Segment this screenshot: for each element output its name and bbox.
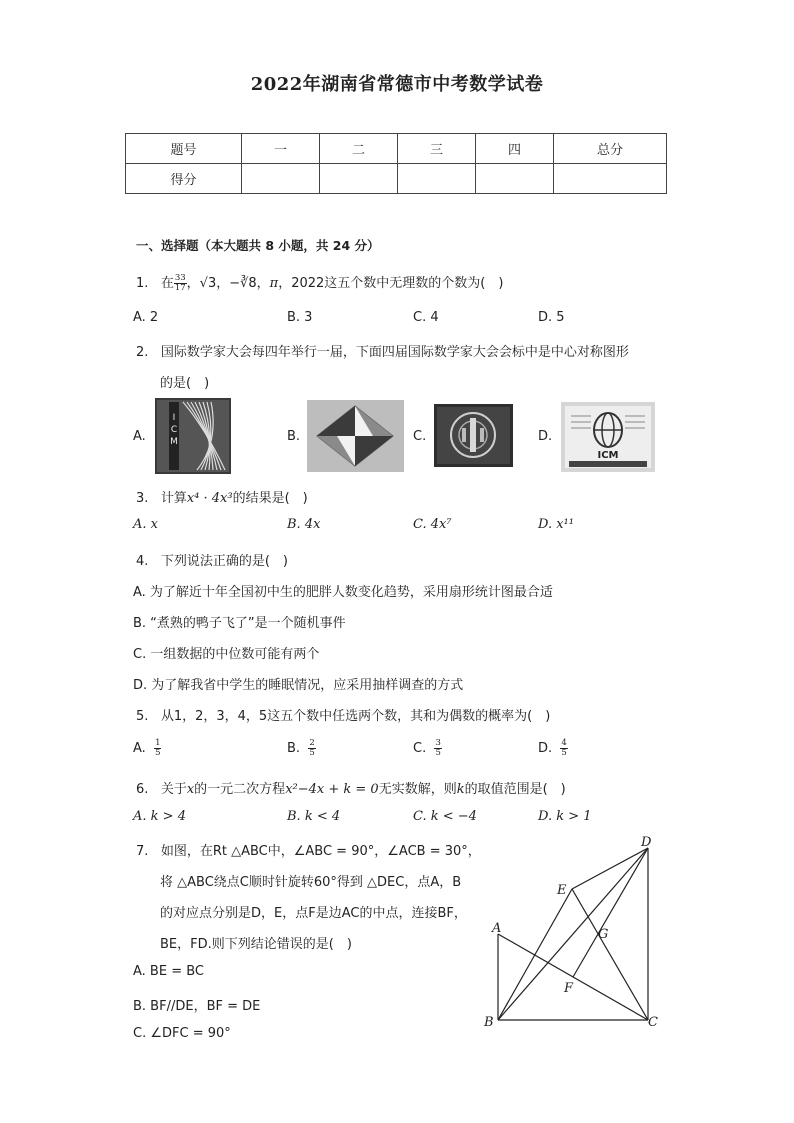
question-text: 在 (160, 276, 174, 291)
option-b[interactable]: B. BF//DE，BF = DE (133, 999, 261, 1014)
point-label-d: D (641, 835, 652, 850)
segment-ec (572, 889, 648, 1020)
fraction (434, 739, 441, 758)
option-a[interactable]: A. x (133, 517, 158, 532)
score-cell[interactable] (242, 164, 320, 194)
point-label-a: A (492, 921, 502, 936)
option-b[interactable]: B. “煮熟的鸭子飞了”是一个随机事件 (133, 616, 346, 631)
option-c[interactable] (413, 739, 442, 758)
page-title: 2022年湖南省常德市中考数学试卷 (250, 74, 544, 95)
question-number: 3. (136, 491, 149, 506)
question-text: 的是( ) (160, 376, 210, 391)
question-text: ，√3，−∛8， (186, 276, 270, 291)
question-text: 下列说法正确的是( ) (160, 554, 288, 569)
question-3 (136, 487, 308, 506)
score-cell[interactable] (398, 164, 476, 194)
denominator: 5 (561, 748, 567, 758)
option-a[interactable]: A. (133, 429, 146, 444)
score-cell[interactable] (554, 164, 667, 194)
denominator: 5 (435, 748, 441, 758)
question-5 (136, 705, 550, 724)
question-number: 5. (136, 709, 149, 724)
question-text: 的取值范围是( ) (464, 782, 566, 797)
table-cell: 四 (476, 134, 554, 164)
option-b[interactable]: B. 3 (287, 310, 313, 325)
icm-logo-b-image[interactable] (307, 400, 404, 472)
table-cell: 二 (320, 134, 398, 164)
svg-text:M: M (170, 437, 178, 447)
option-d[interactable]: D. (538, 429, 553, 444)
table-cell: 三 (398, 134, 476, 164)
question-text: BE，FD.则下列结论错误的是( ) (160, 937, 352, 952)
question-text: 关于 (160, 782, 187, 797)
table-cell: 总分 (554, 134, 667, 164)
question-text: 将 △ABC绕点C顺时针旋转60°得到 △DEC，点A，B (160, 875, 462, 890)
numerator: 2 (309, 738, 315, 748)
svg-text:I: I (172, 413, 176, 423)
point-label-f: F (564, 981, 574, 996)
option-b[interactable]: B. (287, 429, 301, 444)
question-text: 无实数解，则 (378, 782, 457, 797)
option-label: D. (538, 741, 553, 756)
math-symbol: π (269, 276, 279, 291)
question-text: 从1，2，3，4，5这五个数中任选两个数，其和为偶数的概率为( ) (160, 709, 551, 724)
math-symbol: x (186, 782, 195, 797)
option-c[interactable]: C. ∠DFC = 90° (133, 1026, 231, 1041)
numerator: 33 (174, 273, 186, 283)
icm-logo-c-image[interactable] (434, 404, 513, 467)
question-text: 的一元二次方程 (194, 782, 286, 797)
numerator: 3 (435, 738, 441, 748)
option-c[interactable]: C. 4 (413, 310, 439, 325)
option-a[interactable] (133, 739, 161, 758)
math-expression: x²−4x + k = 0 (285, 782, 379, 797)
question-number: 6. (136, 782, 149, 797)
question-7 (136, 840, 481, 859)
option-label: C. (413, 741, 427, 756)
numerator: 1 (155, 738, 161, 748)
option-c[interactable]: C. 4x⁷ (413, 517, 452, 532)
icm-logo-a-image[interactable] (155, 398, 231, 474)
question-2 (136, 341, 629, 360)
option-d[interactable] (538, 739, 568, 758)
option-a[interactable]: A. k > 4 (133, 809, 186, 824)
option-b[interactable] (287, 739, 316, 758)
question-number: 2. (136, 345, 149, 360)
option-d[interactable]: D. x¹¹ (538, 517, 574, 532)
option-label: A. (133, 741, 146, 756)
icm-logo-text: ICM (597, 450, 619, 461)
question-text: 如图，在Rt △ABC中，∠ABC = 90°，∠ACB = 30°， (160, 844, 481, 859)
question-text: 的结果是( ) (232, 491, 308, 506)
segment-fd (573, 848, 648, 977)
svg-text:C: C (170, 425, 178, 435)
table-row (126, 134, 667, 164)
fraction (560, 739, 567, 758)
option-a[interactable]: A. 2 (133, 310, 159, 325)
denominator: 17 (174, 283, 186, 293)
table-row (126, 164, 667, 194)
table-cell: 一 (242, 134, 320, 164)
option-c[interactable]: C. k < −4 (413, 809, 477, 824)
point-label-b: B (484, 1015, 494, 1030)
question-text: ，2022这五个数中无理数的个数为( ) (278, 276, 504, 291)
option-a[interactable]: A. BE = BC (133, 964, 204, 979)
fraction (308, 739, 315, 758)
question-number: 4. (136, 554, 149, 569)
question-text: 的对应点分别是D，E，点F是边AC的中点，连接BF， (160, 906, 467, 921)
option-c[interactable]: C. 一组数据的中位数可能有两个 (133, 647, 320, 662)
question-number: 7. (136, 844, 149, 859)
table-cell: 题号 (126, 134, 242, 164)
section-heading: 一、选择题（本大题共 8 小题，共 24 分） (136, 238, 380, 253)
segment-be (498, 889, 572, 1020)
question-text: 国际数学家大会每四年举行一届，下面四届国际数学家大会会标中是中心对称图形 (160, 345, 629, 360)
table-cell: 得分 (126, 164, 242, 194)
option-b[interactable]: B. k < 4 (287, 809, 341, 824)
option-a[interactable]: A. 为了解近十年全国初中生的肥胖人数变化趋势，采用扇形统计图最合适 (133, 585, 553, 600)
option-b[interactable]: B. 4x (287, 517, 321, 532)
point-label-g: G (598, 927, 609, 942)
math-expression: x⁴ · 4x³ (186, 491, 233, 506)
option-d[interactable]: D. 5 (538, 310, 565, 325)
question-text: 计算 (160, 491, 187, 506)
fraction (174, 274, 187, 293)
option-d[interactable]: D. k > 1 (538, 809, 592, 824)
denominator: 5 (155, 748, 161, 758)
question-4 (136, 550, 288, 569)
option-d[interactable]: D. 为了解我省中学生的睡眠情况，应采用抽样调查的方式 (133, 678, 464, 693)
score-table (125, 133, 667, 194)
score-cell[interactable] (320, 164, 398, 194)
math-symbol: k (456, 782, 465, 797)
numerator: 4 (561, 738, 567, 748)
question-1 (136, 272, 503, 293)
option-c[interactable]: C. (413, 429, 427, 444)
fraction (154, 739, 161, 758)
question-6 (136, 778, 566, 797)
question-number: 1. (136, 276, 149, 291)
point-label-e: E (557, 883, 567, 898)
point-label-c: C (648, 1015, 658, 1030)
geometry-figure (478, 828, 678, 1033)
option-label: B. (287, 741, 301, 756)
denominator: 5 (309, 748, 315, 758)
icm-logo-d-image[interactable] (561, 402, 655, 472)
score-cell[interactable] (476, 164, 554, 194)
